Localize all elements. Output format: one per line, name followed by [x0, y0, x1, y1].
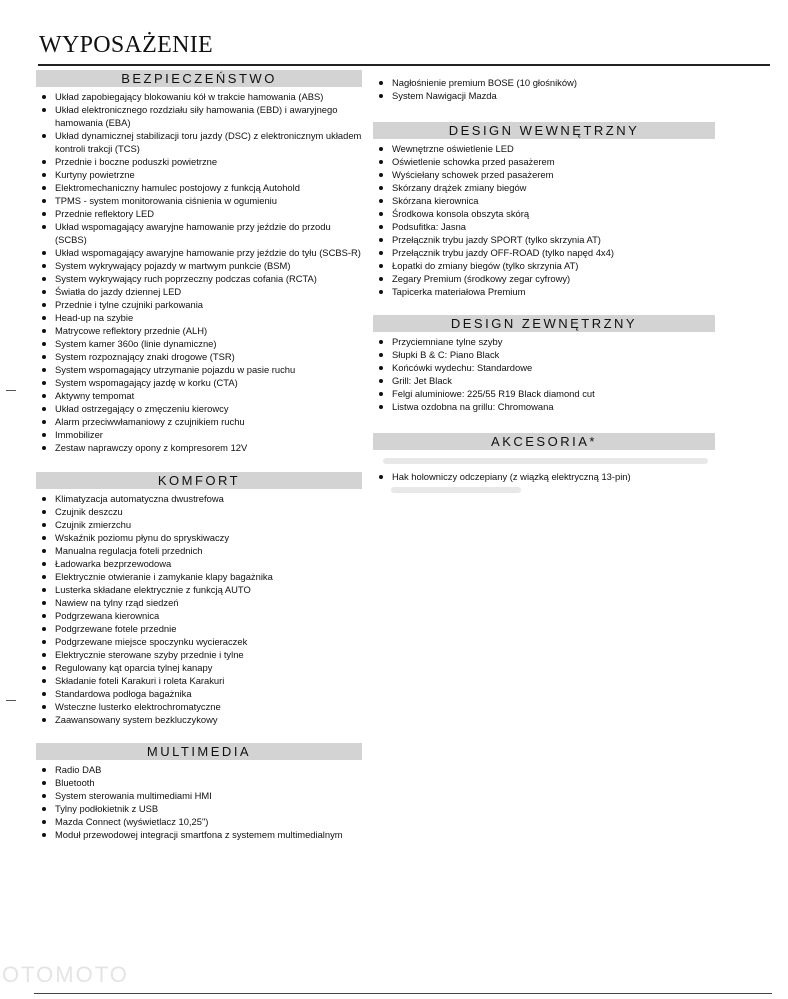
section-akcesoria: [373, 433, 715, 497]
list-item: Czujnik deszczu: [36, 505, 362, 518]
list-item: Elektrycznie sterowane szyby przednie i tylne: [36, 648, 362, 661]
list-item: Światła do jazdy dziennej LED: [36, 285, 362, 298]
list-item: Manualna regulacja foteli przednich: [36, 544, 362, 557]
list-item: Ładowarka bezprzewodowa: [36, 557, 362, 570]
list-item: Elektrycznie otwieranie i zamykanie klapy bagażnika: [36, 570, 362, 583]
section-bezpieczenstwo: [36, 70, 362, 454]
list-item: Słupki B & C: Piano Black: [373, 348, 715, 361]
list-item: Przednie reflektory LED: [36, 207, 362, 220]
list-item: Końcówki wydechu: Standardowe: [373, 361, 715, 374]
list-item: Skórzany drążek zmiany biegów: [373, 181, 715, 194]
list-item: Podsufitka: Jasna: [373, 220, 715, 233]
list-item: Środkowa konsola obszyta skórą: [373, 207, 715, 220]
list-item: Listwa ozdobna na grillu: Chromowana: [373, 400, 715, 413]
scan-mark: [6, 700, 16, 701]
list-item: Układ elektronicznego rozdziału siły hamowania (EBD) i awaryjnego hamowania (EBA): [36, 103, 362, 129]
list-item: Przełącznik trybu jazdy OFF-ROAD (tylko napęd 4x4): [373, 246, 715, 259]
section-header-akcesoria: AKCESORIA*: [373, 433, 715, 450]
list-item: Felgi aluminiowe: 225/55 R19 Black diamond cut: [373, 387, 715, 400]
list-item: TPMS - system monitorowania ciśnienia w ogumieniu: [36, 194, 362, 207]
list-item: Skórzana kierownica: [373, 194, 715, 207]
redacted-line: [383, 458, 708, 464]
title-divider: [38, 64, 770, 66]
list-item: Podgrzewane fotele przednie: [36, 622, 362, 635]
list-item: Hak holowniczy odczepiany (z wiązką elektryczną 13-pin): [373, 470, 715, 483]
list-item: Moduł przewodowej integracji smartfona z systemem multimedialnym: [36, 828, 362, 841]
list-item: Immobilizer: [36, 428, 362, 441]
list-item: Podgrzewane miejsce spoczynku wycieraczek: [36, 635, 362, 648]
list-bezpieczenstwo: [36, 90, 362, 454]
list-item: Układ zapobiegający blokowaniu kół w trakcie hamowania (ABS): [36, 90, 362, 103]
list-item: Układ ostrzegający o zmęczeniu kierowcy: [36, 402, 362, 415]
page-title: WYPOSAŻENIE: [39, 32, 213, 58]
list-item: Regulowany kąt oparcia tylnej kanapy: [36, 661, 362, 674]
list-item: Wsteczne lusterko elektrochromatyczne: [36, 700, 362, 713]
section-multimedia: [36, 743, 362, 841]
list-item: System sterowania multimediami HMI: [36, 789, 362, 802]
list-item: System wspomagający utrzymanie pojazdu w pasie ruchu: [36, 363, 362, 376]
list-item: Układ dynamicznej stabilizacji toru jazdy (DSC) z elektronicznym układem kontroli trakcji (TCS): [36, 129, 362, 155]
redacted-item: [373, 483, 715, 497]
list-item: Tapicerka materiałowa Premium: [373, 285, 715, 298]
list-item: System rozpoznający znaki drogowe (TSR): [36, 350, 362, 363]
list-multimedia: [36, 763, 362, 841]
section-komfort: [36, 472, 362, 726]
list-item: Elektromechaniczny hamulec postojowy z funkcją Autohold: [36, 181, 362, 194]
list-item: Łopatki do zmiany biegów (tylko skrzynia AT): [373, 259, 715, 272]
redacted-line: [391, 487, 521, 493]
right-column: [373, 76, 715, 497]
redacted-item: [373, 450, 715, 468]
list-item: System Nawigacji Mazda: [373, 89, 715, 102]
list-komfort: [36, 492, 362, 726]
list-item: Układ wspomagający awaryjne hamowanie przy jeździe do tyłu (SCBS-R): [36, 246, 362, 259]
list-item: Wewnętrzne oświetlenie LED: [373, 142, 715, 155]
list-item: Klimatyzacja automatyczna dwustrefowa: [36, 492, 362, 505]
section-design-wewnetrzny: [373, 122, 715, 298]
list-item: Zestaw naprawczy opony z kompresorem 12V: [36, 441, 362, 454]
list-item: Mazda Connect (wyświetlacz 10,25"): [36, 815, 362, 828]
list-item: Nagłośnienie premium BOSE (10 głośników): [373, 76, 715, 89]
list-audio: [373, 76, 715, 102]
watermark: OTOMOTO: [2, 962, 129, 987]
list-item: Oświetlenie schowka przed pasażerem: [373, 155, 715, 168]
list-item: System wykrywający ruch poprzeczny podczas cofania (RCTA): [36, 272, 362, 285]
list-item: Czujnik zmierzchu: [36, 518, 362, 531]
section-header-design-wewnetrzny: DESIGN WEWNĘTRZNY: [373, 122, 715, 139]
scan-mark: [6, 390, 16, 391]
list-item: System wykrywający pojazdy w martwym punkcie (BSM): [36, 259, 362, 272]
list-item: Układ wspomagający awaryjne hamowanie przy jeździe do przodu (SCBS): [36, 220, 362, 246]
left-column: [36, 70, 362, 841]
list-item: Matrycowe reflektory przednie (ALH): [36, 324, 362, 337]
section-header-multimedia: MULTIMEDIA: [36, 743, 362, 760]
section-header-bezpieczenstwo: BEZPIECZEŃSTWO: [36, 70, 362, 87]
list-item: Podgrzewana kierownica: [36, 609, 362, 622]
list-item: System kamer 360o (linie dynamiczne): [36, 337, 362, 350]
list-item: Nawiew na tylny rząd siedzeń: [36, 596, 362, 609]
list-item: Przednie i tylne czujniki parkowania: [36, 298, 362, 311]
list-item: Radio DAB: [36, 763, 362, 776]
list-design-zewnetrzny: [373, 335, 715, 413]
list-item: Zegary Premium (środkowy zegar cyfrowy): [373, 272, 715, 285]
list-item: Lusterka składane elektrycznie z funkcją AUTO: [36, 583, 362, 596]
bottom-divider: [34, 993, 772, 994]
list-item: Aktywny tempomat: [36, 389, 362, 402]
list-item: Alarm przeciwwłamaniowy z czujnikiem ruchu: [36, 415, 362, 428]
list-design-wewnetrzny: [373, 142, 715, 298]
list-item: Wyściełany schowek przed pasażerem: [373, 168, 715, 181]
list-item: Przełącznik trybu jazdy SPORT (tylko skrzynia AT): [373, 233, 715, 246]
list-akcesoria: [373, 470, 715, 483]
list-item: Bluetooth: [36, 776, 362, 789]
section-header-komfort: KOMFORT: [36, 472, 362, 489]
list-item: Kurtyny powietrzne: [36, 168, 362, 181]
list-item: Składanie foteli Karakuri i roleta Karakuri: [36, 674, 362, 687]
list-item: System wspomagający jazdę w korku (CTA): [36, 376, 362, 389]
list-item: Przyciemniane tylne szyby: [373, 335, 715, 348]
list-item: Tylny podłokietnik z USB: [36, 802, 362, 815]
section-design-zewnetrzny: [373, 315, 715, 413]
list-item: Grill: Jet Black: [373, 374, 715, 387]
section-header-design-zewnetrzny: DESIGN ZEWNĘTRZNY: [373, 315, 715, 332]
list-item: Standardowa podłoga bagażnika: [36, 687, 362, 700]
list-item: Head-up na szybie: [36, 311, 362, 324]
list-item: Wskaźnik poziomu płynu do spryskiwaczy: [36, 531, 362, 544]
list-item: Zaawansowany system bezkluczykowy: [36, 713, 362, 726]
list-item: Przednie i boczne poduszki powietrzne: [36, 155, 362, 168]
